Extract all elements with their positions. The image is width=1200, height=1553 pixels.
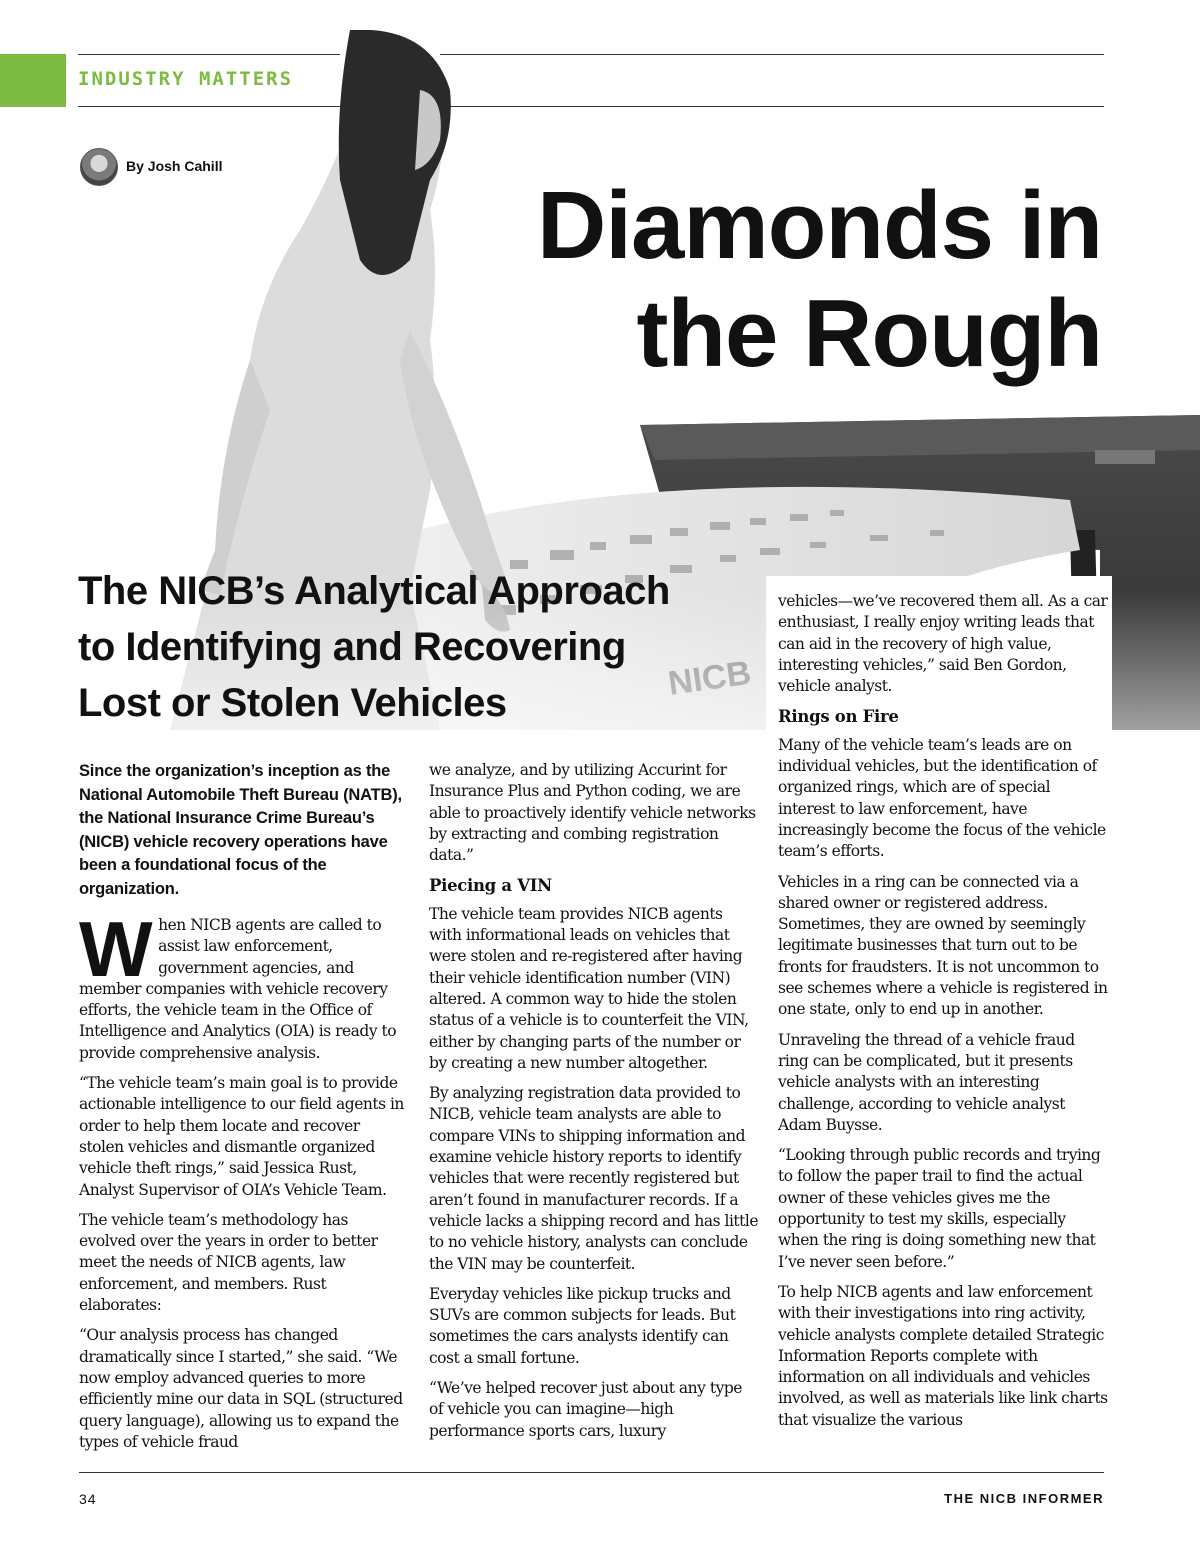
section-heading: Piecing a VIN bbox=[429, 876, 552, 896]
section-label: INDUSTRY MATTERS bbox=[78, 68, 294, 90]
section-heading: Rings on Fire bbox=[778, 707, 899, 727]
article-title-line-1: Diamonds in bbox=[536, 172, 1102, 279]
body-paragraph: “Looking through public records and trying to follow the paper trail to find the actual owner of these vehicles gives me the opportunity to test my skills, especially when the ring is doing something new that I’ve never seen before.” bbox=[778, 1146, 1101, 1271]
body-paragraph: Unraveling the thread of a vehicle fraud ring can be complicated, but it presents vehicle analysts with an interesting challenge, according to vehicle analyst Adam Buysse. bbox=[778, 1030, 1075, 1134]
article-subtitle-line-3: Lost or Stolen Vehicles bbox=[78, 681, 507, 725]
body-paragraph: “The vehicle team’s main goal is to provide actionable intelligence to our field agents in order to help them locate and recover stolen vehicles and dismantle organized vehicle theft rings,” said Jessica Rust, Analyst Supervisor of OIA’s Vehicle Team. bbox=[79, 1074, 404, 1199]
article-subtitle-line-2: to Identifying and Recovering bbox=[78, 625, 626, 669]
author-avatar bbox=[80, 148, 118, 186]
article-subtitle-line-1: The NICB’s Analytical Approach bbox=[78, 569, 670, 613]
body-paragraph bbox=[79, 905, 407, 1064]
body-paragraph: vehicles—we’ve recovered them all. As a car enthusiast, I really enjoy writing leads that can aid in the recovery of high value, interesting vehicles,” said Ben Gordon, vehicle analyst. bbox=[778, 592, 1108, 696]
body-paragraph: The vehicle team provides NICB agents with informational leads on vehicles that were stolen and re-registered after having their vehicle identification number (VIN) altered. A common way to hide the stolen status of a vehicle is to counterfeit the VIN, either by changing parts of the number or by creating a new number altogether. bbox=[429, 904, 749, 1072]
page-number: 34 bbox=[79, 1491, 97, 1507]
author-byline: By Josh Cahill bbox=[126, 158, 223, 174]
body-paragraph: The vehicle team’s methodology has evolved over the years in order to better meet the needs of NICB agents, law enforcement, and members. Rust elaborates: bbox=[79, 1210, 378, 1315]
body-paragraph-text: hen NICB agents are called to assist law enforcement, government agencies, and member companies with vehicle recovery efforts, the vehicle team in the Office of Intelligence and Analytics (OIA) is ready to provide comprehensive analysis. bbox=[79, 916, 397, 1062]
publication-name: THE NICB INFORMER bbox=[944, 1491, 1104, 1506]
article-title bbox=[537, 172, 1102, 388]
body-paragraph: Everyday vehicles like pickup trucks and SUVs are common subjects for leads. But sometimes the cars analysts identify can cost a small fortune. bbox=[429, 1284, 736, 1367]
article-column-3 bbox=[778, 591, 1108, 1440]
body-paragraph: By analyzing registration data provided to NICB, vehicle team analysts are able to compare VINs to shipping information and examine vehicle history reports to identify vehicles that were recently registered but aren’t found in manufacturer records. If a vehicle lacks a shipping record and has little to no vehicle history, analysts can conclude the VIN may be counterfeit. bbox=[429, 1084, 758, 1273]
body-paragraph: we analyze, and by utilizing Accurint for Insurance Plus and Python coding, we are able to proactively identify vehicle networks by extracting and combing registration data.” bbox=[429, 761, 756, 865]
lede-paragraph: Since the organization’s inception as the National Automobile Theft Bureau (NATB), the National Insurance Crime Bureau’s (NICB) vehicle recovery operations have been a foundational focus of the organization. bbox=[79, 762, 402, 898]
body-paragraph: Many of the vehicle team’s leads are on individual vehicles, but the identification of organized rings, which are of special interest to law enforcement, have increasingly become the focus of the vehicle team’s efforts. bbox=[778, 735, 1106, 861]
article-subtitle bbox=[78, 563, 778, 731]
body-paragraph: “Our analysis process has changed dramatically since I started,” she said. “We now employ advanced queries to more efficiently mine our data in SQL (structured query language), allowing us to expand the types of vehicle fraud bbox=[79, 1326, 403, 1451]
body-paragraph: To help NICB agents and law enforcement with their investigations into ring activity, vehicle analysts complete detailed Strategic Information Reports complete with information on all individuals and vehicles involved, as well as materials like link charts that visualize the various bbox=[778, 1282, 1108, 1429]
article-title-line-2: the Rough bbox=[636, 280, 1102, 387]
section-color-tab bbox=[0, 54, 66, 107]
footer-rule bbox=[79, 1472, 1104, 1473]
article-column-1 bbox=[79, 760, 407, 1462]
article-column-2 bbox=[429, 760, 759, 1451]
drop-cap: W bbox=[79, 905, 153, 993]
body-paragraph: “We’ve helped recover just about any type of vehicle you can imagine—high performance sports cars, luxury bbox=[429, 1379, 742, 1440]
body-paragraph: Vehicles in a ring can be connected via a shared owner or registered address. Sometimes, they are owned by seemingly legitimate businesses that turn out to be fronts for fraudsters. It is not uncommon to see schemes where a vehicle is registered in one state, only to end up in another. bbox=[778, 872, 1108, 1019]
